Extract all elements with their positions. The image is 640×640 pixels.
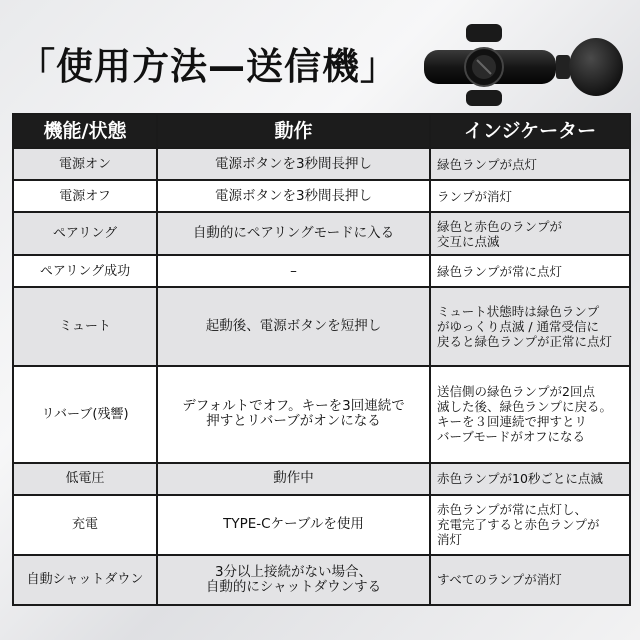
table-row xyxy=(13,555,630,605)
table-row xyxy=(13,366,630,462)
usage-table xyxy=(12,113,631,606)
cell-indicator: 緑色と赤色のランプが 交互に点滅 xyxy=(430,212,630,255)
header-function: 機能/状態 xyxy=(13,114,157,148)
cell-function: 電源オン xyxy=(13,148,157,180)
table-row xyxy=(13,212,630,255)
cell-indicator: すべてのランプが消灯 xyxy=(430,555,630,605)
table-row xyxy=(13,255,630,287)
cell-action: 自動的にペアリングモードに入る xyxy=(157,212,430,255)
cell-function: リバーブ(残響) xyxy=(13,366,157,462)
cell-function: 電源オフ xyxy=(13,180,157,212)
table-row xyxy=(13,495,630,555)
table-row xyxy=(13,463,630,495)
cell-function: ペアリング成功 xyxy=(13,255,157,287)
cell-indicator: 送信側の緑色ランプが2回点 滅した後、緑色ランプに戻る。 キーを３回連続で押すとリ バーブモードがオフになる xyxy=(430,366,630,462)
header-indicator: インジケーター xyxy=(430,114,630,148)
cell-action: TYPE-Cケーブルを使用 xyxy=(157,495,430,555)
cell-function: 低電圧 xyxy=(13,463,157,495)
cell-indicator: 緑色ランプが点灯 xyxy=(430,148,630,180)
cell-function: ペアリング xyxy=(13,212,157,255)
cell-indicator: ランプが消灯 xyxy=(430,180,630,212)
cell-function: 自動シャットダウン xyxy=(13,555,157,605)
cell-function: 充電 xyxy=(13,495,157,555)
table-row xyxy=(13,180,630,212)
table-row xyxy=(13,148,630,180)
cell-action: 電源ボタンを3秒間長押し xyxy=(157,148,430,180)
cell-indicator: ミュート状態時は緑色ランプ がゆっくり点滅 / 通常受信に 戻ると緑色ランプが正常に点灯 xyxy=(430,287,630,366)
cell-action: 電源ボタンを3秒間長押し xyxy=(157,180,430,212)
cell-indicator: 緑色ランプが常に点灯 xyxy=(430,255,630,287)
cell-action: 動作中 xyxy=(157,463,430,495)
cell-indicator: 赤色ランプが10秒ごとに点滅 xyxy=(430,463,630,495)
transmitter-image xyxy=(420,22,625,112)
cell-function: ミュート xyxy=(13,287,157,366)
cell-action: 起動後、電源ボタンを短押し xyxy=(157,287,430,366)
page-title: 「使用方法—送信機」 xyxy=(18,45,398,88)
cell-action: – xyxy=(157,255,430,287)
table-row xyxy=(13,287,630,366)
cell-indicator: 赤色ランプが常に点灯し、 充電完了すると赤色ランプが 消灯 xyxy=(430,495,630,555)
cell-action: 3分以上接続がない場合、 自動的にシャットダウンする xyxy=(157,555,430,605)
table-header-row xyxy=(13,114,630,148)
cell-action: デフォルトでオフ。キーを3回連続で 押すとリバーブがオンになる xyxy=(157,366,430,462)
header-action: 動作 xyxy=(157,114,430,148)
